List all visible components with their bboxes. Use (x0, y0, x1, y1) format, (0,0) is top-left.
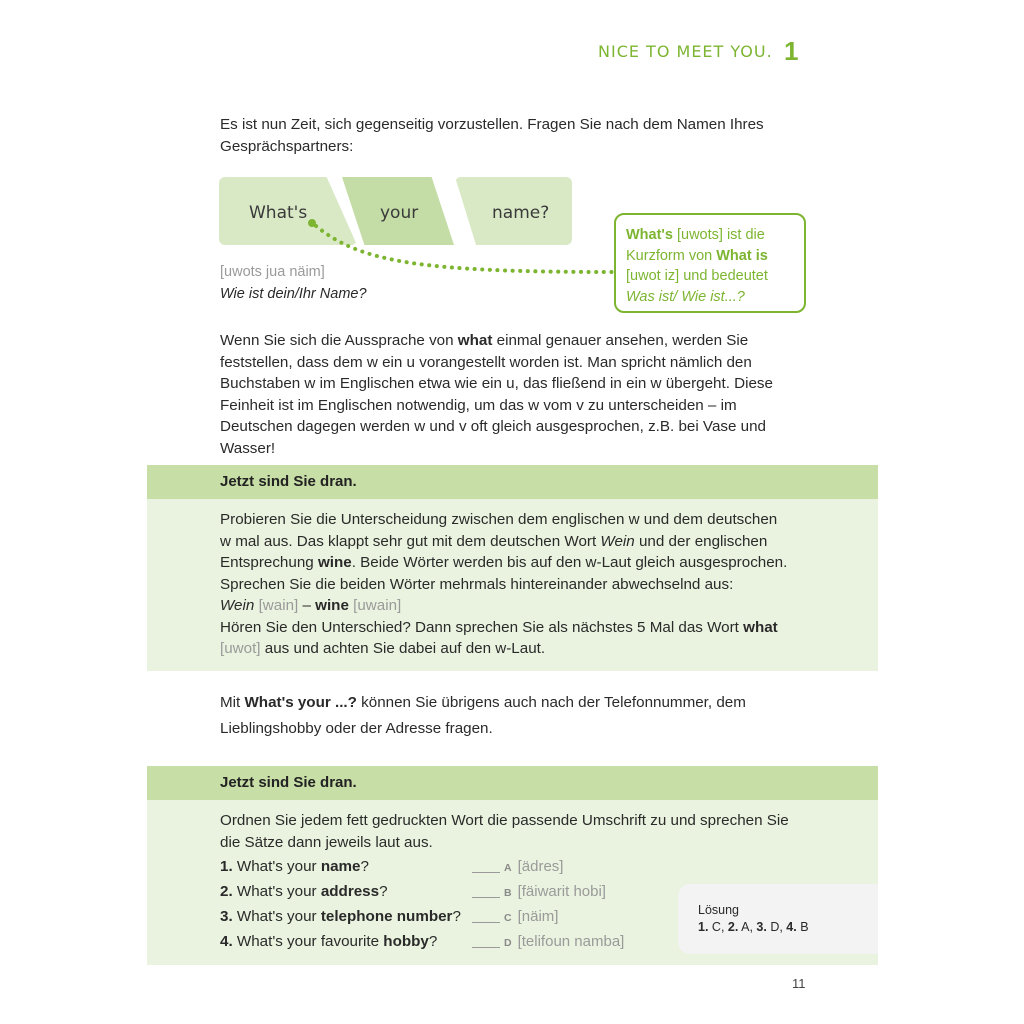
phonetic: [uwain] (353, 597, 402, 614)
callout-box (614, 213, 806, 313)
callout-bold-whats: What's (626, 227, 673, 243)
bold-word: what (457, 332, 493, 349)
text: Hören Sie den Unterschied? Dann sprechen Sie als nächstes 5 Mal das Wort (220, 618, 744, 636)
callout-text-2: [uwot iz] und bedeutet (626, 268, 768, 284)
answer-letter: D, (766, 920, 787, 934)
text: ? (360, 858, 369, 875)
text: – (298, 597, 316, 614)
bold-word: wine (315, 597, 349, 614)
exercise-item-2 (220, 883, 388, 900)
text: Probieren Sie die Unterscheidung zwischen dem englischen w und dem deutschen w mal aus. Das klappt sehr gut mit dem deutschen Wort (220, 511, 778, 550)
answer-letter: C, (708, 920, 728, 934)
solution-answers (698, 919, 858, 936)
answer-number: 2. (727, 920, 739, 934)
italic-word: Wein (600, 532, 635, 550)
exercise-heading: Jetzt sind Sie dran. (220, 473, 357, 490)
answer-option-b (472, 883, 606, 900)
option-text: [ädres] (517, 858, 564, 875)
exercise-box-2-instruction: Ordnen Sie jedem fett gedruckten Wort die passende Umschrift zu und sprechen Sie die Sätze dann jeweils laut aus. (220, 812, 789, 851)
text: ? (428, 933, 438, 950)
item-number: 2. (220, 883, 233, 900)
tile-word-whats: What's (249, 203, 308, 223)
solution-label: Lösung (698, 903, 740, 917)
bold-word: telephone number (320, 908, 453, 925)
german-translation: Wie ist dein/Ihr Name? (220, 286, 367, 302)
pronunciation-paragraph (220, 330, 810, 459)
bold-word: address (320, 883, 380, 900)
exercise-item-4 (220, 933, 437, 950)
phonetic-transcription: [uwots jua näim] (220, 264, 325, 280)
answer-option-a (472, 858, 563, 875)
chapter-title: NICE TO MEET YOU. (598, 42, 773, 61)
text: ? (379, 883, 388, 900)
phonetic: [wain] (258, 597, 299, 614)
answer-option-c (472, 908, 558, 925)
answer-number: 3. (756, 920, 767, 934)
phonetic: [uwot] (220, 640, 261, 657)
text: Mit (220, 694, 245, 711)
option-text: [näim] (517, 908, 559, 925)
item-number: 3. (220, 908, 233, 925)
text: und der englischen Entsprechung (220, 532, 768, 571)
page-number: 11 (792, 976, 806, 991)
item-number: 4. (220, 933, 233, 950)
answer-letter: B (796, 920, 809, 934)
answer-number: 1. (698, 920, 709, 934)
option-letter: D (504, 937, 512, 949)
text: ? (452, 908, 461, 925)
bold-word: What's your ...? (244, 694, 357, 711)
option-text: [telifoun namba] (517, 933, 625, 950)
paragraph-text: einmal genauer ansehen, werden Sie feststellen, dass dem w ein u vorangestellt worden ist. Man spricht nämlich den Buchstaben w im Englischen etwa wie ein u, das fließend in ein w übergeht. Diese Feinheit ist im Englischen notwendig, um das w vom v zu unterscheiden – im Deutschen dagegen werden w und v oft gleich ausgesprochen, z.B. bei Vase und Wasser! (220, 332, 773, 457)
answer-option-d (472, 933, 624, 950)
option-text: [fäiwarit hobi] (517, 883, 606, 900)
paragraph-text: Wenn Sie sich die Aussprache von (220, 332, 458, 349)
callout-translation: Was ist/ Wie ist...? (626, 288, 745, 305)
text: What's your (232, 908, 321, 925)
callout-bold-what-is: What is (716, 247, 768, 264)
text: What's your (232, 883, 321, 900)
tile-word-name: name? (492, 203, 550, 223)
answer-letter: A, (738, 920, 757, 934)
italic-word: Wein (220, 597, 255, 614)
exercise-heading: Jetzt sind Sie dran. (220, 774, 357, 791)
answer-blank (472, 897, 500, 898)
option-letter: B (504, 887, 512, 899)
text: What's your (232, 858, 321, 875)
exercise-box-1-text (220, 509, 790, 660)
chapter-number: 1 (784, 36, 799, 66)
exercise-box-1-header (147, 465, 878, 499)
answer-number: 4. (786, 920, 797, 934)
text: können Sie übrigens auch nach der Telefonnummer, dem Lieblingshobby oder der Adresse fragen. (220, 694, 746, 737)
answer-blank (472, 947, 500, 948)
text: . Beide Wörter werden bis auf den w-Laut gleich ausgesprochen. Sprechen Sie die beiden Wörter mehrmals hintereinander abwechselnd aus: (220, 554, 788, 593)
bold-word: hobby (383, 933, 429, 950)
callout-text-1: [uwots] ist die Kurzform von (626, 227, 765, 264)
option-letter: A (504, 862, 512, 874)
answer-blank (472, 872, 500, 873)
exercise-item-3 (220, 908, 461, 925)
exercise-box-2-header (147, 766, 878, 800)
text: aus und achten Sie dabei auf den w-Laut. (260, 640, 546, 657)
whats-your-paragraph (220, 690, 810, 742)
text: What's your favourite (232, 933, 384, 950)
solution-box (678, 884, 878, 954)
answer-blank (472, 922, 500, 923)
bold-word: what (743, 618, 778, 636)
exercise-item-1 (220, 858, 369, 875)
option-letter: C (504, 912, 512, 924)
item-number: 1. (220, 858, 233, 875)
tile-word-your: your (380, 203, 419, 223)
bold-word: wine (317, 554, 352, 571)
bold-word: name (320, 858, 361, 875)
intro-paragraph: Es ist nun Zeit, sich gegenseitig vorzustellen. Fragen Sie nach dem Namen Ihres Gesprächspartners: (220, 116, 764, 155)
